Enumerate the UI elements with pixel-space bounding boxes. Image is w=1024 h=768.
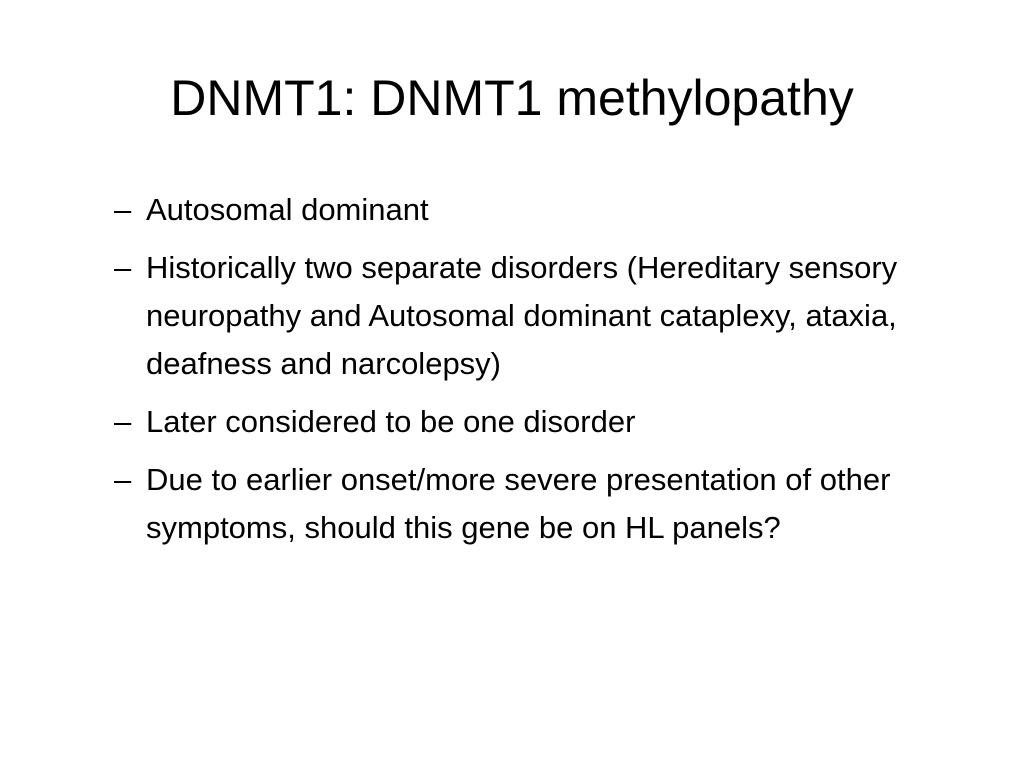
dash-icon: – <box>114 462 132 497</box>
bullet-text: Historically two separate disorders (Hereditary sensory neuropathy and Autosomal dominant cataplexy, ataxia, deafness and narcolepsy) <box>146 250 898 381</box>
dash-icon: – <box>114 404 132 439</box>
bullet-list <box>114 186 964 562</box>
list-item <box>114 244 964 388</box>
list-item <box>114 186 964 234</box>
dash-icon: – <box>114 192 132 227</box>
dash-icon: – <box>114 250 132 285</box>
slide-title: DNMT1: DNMT1 methylopathy <box>170 70 854 126</box>
bullet-text: Autosomal dominant <box>146 192 429 227</box>
bullet-text: Later considered to be one disorder <box>146 404 636 439</box>
list-item <box>114 398 964 446</box>
bullet-text: Due to earlier onset/more severe presentation of other symptoms, should this gene be on HL panels? <box>146 462 891 545</box>
list-item <box>114 456 964 552</box>
